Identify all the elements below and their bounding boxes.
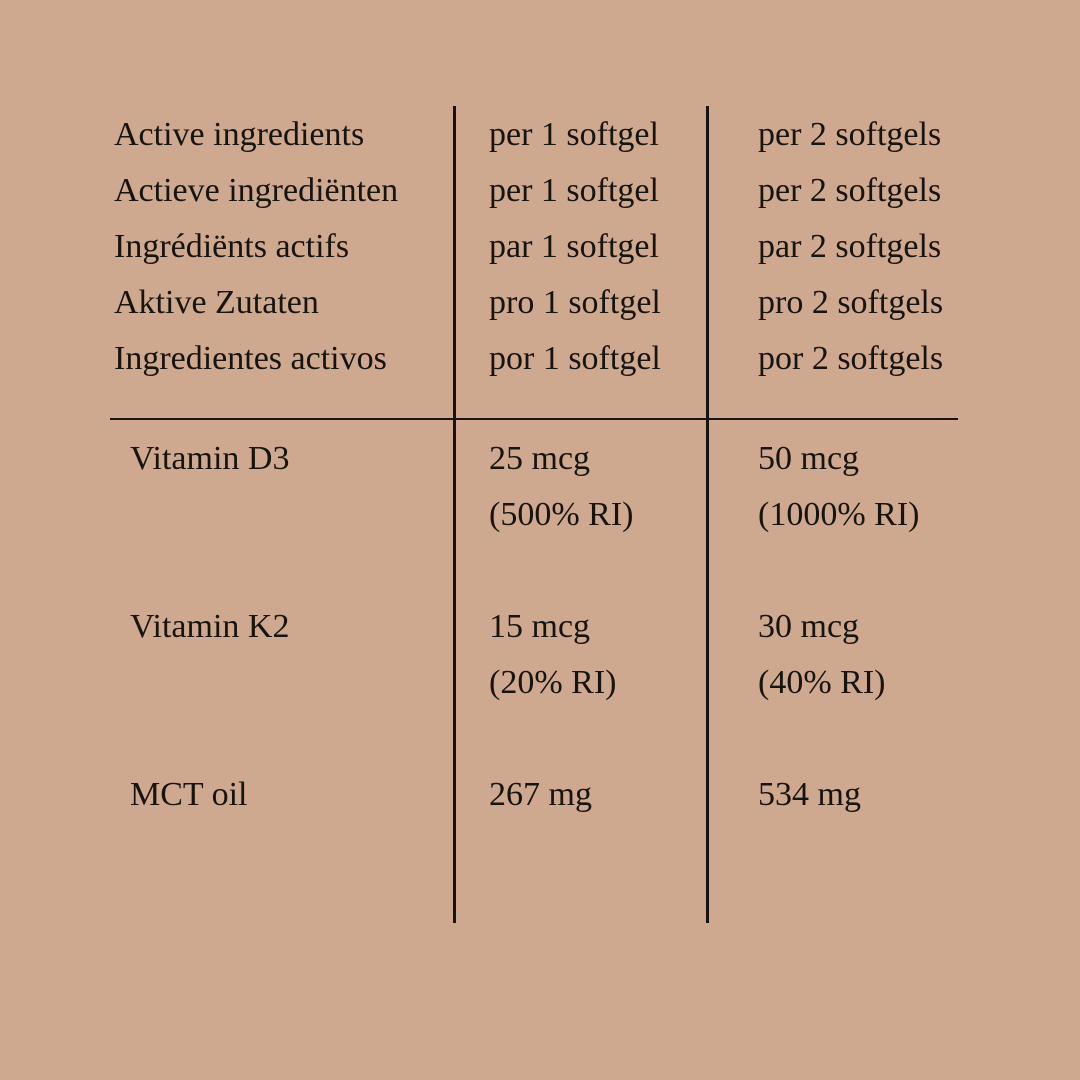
- header-per-two-label: por 2 softgels: [758, 340, 944, 377]
- table-header-row: [110, 174, 1010, 230]
- amount-per-two-softgels: [742, 610, 1010, 778]
- header-per-one-label: pro 1 softgel: [489, 284, 661, 321]
- header-per-two-label: per 2 softgels: [758, 172, 942, 209]
- amount-per-two-softgels: [742, 778, 1010, 834]
- header-ingredients-label: Ingrédiënts actifs: [114, 228, 350, 265]
- header-per-two-label: pro 2 softgels: [758, 284, 944, 321]
- header-ingredients-label: Ingredientes activos: [114, 340, 387, 377]
- amount-ri: (20% RI): [489, 664, 617, 701]
- header-per-one-label: per 1 softgel: [489, 116, 659, 153]
- ingredient-name: [110, 778, 473, 834]
- ingredient-name-text: Vitamin D3: [130, 440, 290, 477]
- header-per-one-label: par 1 softgel: [489, 228, 659, 265]
- amount-value: 25 mcg: [489, 440, 591, 477]
- header-ingredients-label: Active ingredients: [114, 116, 365, 153]
- header-per-two-label: par 2 softgels: [758, 228, 942, 265]
- header-per-two-label: per 2 softgels: [758, 116, 942, 153]
- table-header-row: [110, 342, 1010, 398]
- ingredient-name: [110, 442, 473, 610]
- table-row: [110, 610, 1010, 778]
- table-row: [110, 778, 1010, 834]
- amount-value: 15 mcg: [489, 608, 591, 645]
- table-header-row: [110, 118, 1010, 174]
- supplement-facts-table: [110, 118, 1010, 834]
- amount-ri: (1000% RI): [758, 496, 920, 533]
- header-ingredients-label: Aktive Zutaten: [114, 284, 319, 321]
- table-header-row: [110, 286, 1010, 342]
- amount-per-one-softgel: [473, 778, 742, 834]
- amount-ri: (40% RI): [758, 664, 886, 701]
- amount-per-two-softgels: [742, 442, 1010, 610]
- header-rule-spacer: [110, 398, 1010, 442]
- amount-value: 30 mcg: [758, 608, 860, 645]
- ingredient-name: [110, 610, 473, 778]
- amount-value: 534 mg: [758, 776, 861, 813]
- header-per-one-label: por 1 softgel: [489, 340, 661, 377]
- ingredient-name-text: Vitamin K2: [130, 608, 290, 645]
- header-per-one-label: per 1 softgel: [489, 172, 659, 209]
- amount-per-one-softgel: [473, 442, 742, 610]
- amount-value: 267 mg: [489, 776, 592, 813]
- amount-value: 50 mcg: [758, 440, 860, 477]
- header-ingredients-label: Actieve ingrediënten: [114, 172, 399, 209]
- amount-ri: (500% RI): [489, 496, 634, 533]
- ingredient-name-text: MCT oil: [130, 776, 248, 813]
- table-header-row: [110, 230, 1010, 286]
- table-row: [110, 442, 1010, 610]
- amount-per-one-softgel: [473, 610, 742, 778]
